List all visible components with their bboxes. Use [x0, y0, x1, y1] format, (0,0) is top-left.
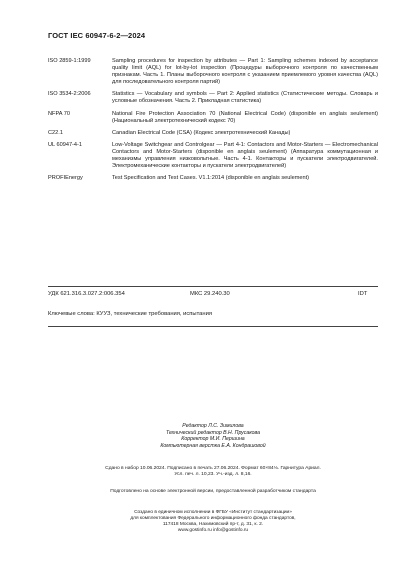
- reference-title: Canadian Electrical Code (CSA) (Кодекс электротехнический Канады): [112, 129, 291, 136]
- bibliography-entry: [48, 111, 378, 125]
- keywords: Ключевые слова: КУУЗ, технические требования, испытания: [48, 311, 212, 317]
- publisher-line: для комплектования Федерального информационного фонда стандартов,: [130, 516, 296, 522]
- reference-code: PROFIEnergy: [48, 175, 83, 182]
- reference-title: Low-Voltage Switchgear and Controlgear — Part 4-1: Contactors and Motor-Starters — Electromechanical Contactors and Motor-Starters (disponible en anglais seulement) (Аппаратура коммутационная и механизмы управления низковольтные. Часть 4-1. Контакторы и пускатели электродвигателей. Электромеханические контакторы и пускатели электродвигателей): [112, 141, 378, 170]
- editorial-credits: [48, 423, 378, 449]
- bottom-divider: [48, 326, 378, 327]
- publisher-info: [48, 510, 378, 534]
- reference-title: National Fire Protection Association 70 (National Electrical Code) (disponible en anglais seulement) (Национальный электротехнический кодекс 70): [112, 110, 378, 124]
- udc-code: УДК 621.316.3.027.2:006.354: [48, 291, 125, 297]
- print-info-line: Сдано в набор 10.06.2024. Подписано в печать 27.06.2024. Формат 60×84⅛. Гарнитура Ариал.: [105, 466, 321, 471]
- reference-code: UL 60947-4-1: [48, 141, 82, 148]
- bibliography-entry: [48, 58, 378, 86]
- editor-credit: Редактор Л.С. Зимилова: [182, 423, 244, 429]
- technical-editor-credit: Технический редактор В.Н. Прусакова: [165, 429, 261, 436]
- print-info-line: Усл. печ. л. 10,23. Уч.-изд. л. 8,16.: [174, 472, 252, 478]
- reference-title: Statistics — Vocabulary and symbols — Part 2: Applied statistics (Статистические методы. Словарь и условные обозначения. Часть 2. Прикладная статистика): [112, 91, 378, 105]
- reference-title: Test Specification and Test Cases. V1.1:2014 (disponible en anglais seulement): [112, 175, 310, 182]
- proofreader-credit: Корректор М.И. Першина: [181, 436, 245, 443]
- bibliography-entry: [48, 175, 378, 182]
- bibliography-entry: [48, 130, 378, 137]
- reference-code: ISO 2859-1:1999: [48, 58, 91, 64]
- bibliography-entry: [48, 91, 378, 105]
- reference-title: Sampling procedures for inspection by attributes — Part 1: Sampling schemes indexed by acceptance quality limit (AQL) for lot-by-lot inspection (Процедуры выборочного контроля по качественным признакам. Часть 1. Планы выборочного контроля с указанием приемлемого уровня качества (AQL) для последовательного контроля партий): [112, 58, 378, 86]
- publisher-line: 117418 Москва, Нахимовский пр-т, д. 31, к. 2.: [162, 522, 264, 528]
- reference-code: ISO 3534-2:2006: [48, 91, 91, 98]
- bibliography-list: [48, 58, 378, 187]
- layout-credit: Компьютерная верстка Е.А. Кондрашовой: [160, 442, 266, 449]
- prepared-note: Подготовлено на основе электронной версии, предоставленной разработчиком стандарта: [110, 489, 316, 494]
- print-info: [48, 466, 378, 478]
- mks-code: МКС 29.240.30: [190, 291, 230, 297]
- document-header: ГОСТ IEC 60947-6-2—2024: [48, 31, 146, 40]
- publisher-line: Создано в единичном исполнении в ФГБУ «Институт стандартизации»: [134, 510, 292, 515]
- reference-code: NFPA 70: [48, 110, 70, 117]
- idt-label: IDT: [358, 291, 368, 297]
- bibliography-entry: [48, 142, 378, 170]
- reference-code: C22.1: [48, 129, 63, 136]
- top-divider: [48, 286, 378, 287]
- publisher-contacts: www.gostinfo.ru info@gostinfo.ru: [177, 528, 249, 534]
